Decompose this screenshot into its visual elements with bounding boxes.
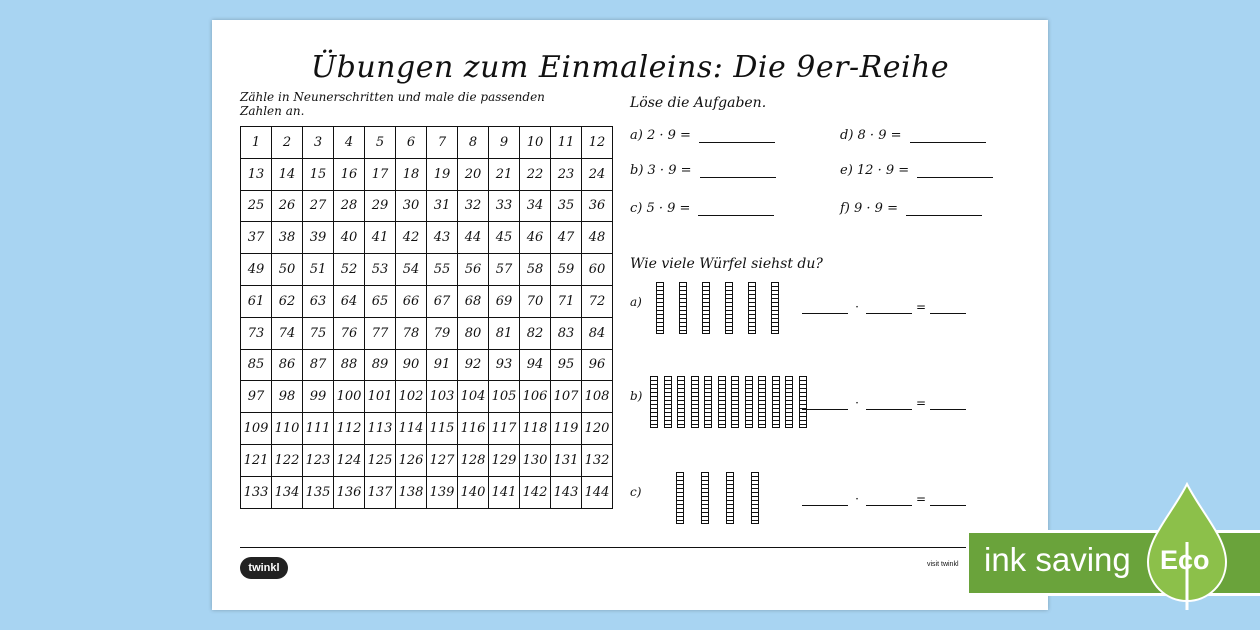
grid-cell[interactable]: 62 [272,285,303,317]
cube-label-b: b) [630,389,643,403]
grid-cell[interactable]: 111 [303,413,334,445]
equals-sign: = [915,492,927,506]
grid-cell[interactable]: 127 [427,444,458,476]
blank-line [930,496,966,506]
grid-cell[interactable]: 31 [427,190,458,222]
task-d-label: d) 8 · 9 = [840,128,902,143]
answer-line [698,215,774,216]
grid-cell[interactable]: 88 [334,349,365,381]
grid-cell[interactable]: 95 [551,349,582,381]
grid-cell[interactable]: 142 [520,476,551,508]
cube-column [758,376,766,428]
grid-row [241,158,613,190]
task-a-label: a) 2 · 9 = [630,128,691,143]
worksheet-title: Übungen zum Einmaleins: Die 9er-Reihe [310,50,950,85]
twinkl-logo[interactable]: twinkl [240,557,288,579]
tasks-title: Löse die Aufgaben. [630,95,767,111]
grid-cell[interactable]: 85 [241,349,272,381]
cube-column [731,376,739,428]
equals-sign: = [915,396,927,410]
task-c [630,201,774,216]
answer-line [699,142,775,143]
grid-cell[interactable]: 24 [582,158,613,190]
grid-cell[interactable]: 109 [241,413,272,445]
grid-cell[interactable]: 65 [365,285,396,317]
grid-cell[interactable]: 66 [396,285,427,317]
grid-cell[interactable]: 100 [334,381,365,413]
grid-cell[interactable]: 49 [241,254,272,286]
grid-cell[interactable]: 67 [427,285,458,317]
grid-cell[interactable]: 60 [582,254,613,286]
cubes-title: Wie viele Würfel siehst du? [630,256,823,272]
grid-cell[interactable]: 92 [458,349,489,381]
grid-cell[interactable]: 32 [458,190,489,222]
cube-column [702,282,710,334]
cube-column [785,376,793,428]
grid-cell[interactable]: 28 [334,190,365,222]
task-a [630,128,775,143]
grid-cell[interactable]: 84 [582,317,613,349]
grid-cell[interactable]: 45 [489,222,520,254]
grid-cell[interactable]: 61 [241,285,272,317]
cube-column [718,376,726,428]
grid-cell[interactable]: 79 [427,317,458,349]
equation-a [802,300,966,314]
grid-cell[interactable]: 17 [365,158,396,190]
grid-cell[interactable]: 99 [303,381,334,413]
grid-row [241,127,613,159]
grid-cell[interactable]: 75 [303,317,334,349]
cube-column [676,472,684,524]
grid-cell[interactable]: 94 [520,349,551,381]
grid-cell[interactable]: 81 [489,317,520,349]
grid-cell[interactable]: 138 [396,476,427,508]
grid-cell[interactable]: 120 [582,413,613,445]
blank-line [866,496,912,506]
task-b-label: b) 3 · 9 = [630,163,692,178]
grid-cell[interactable]: 30 [396,190,427,222]
grid-cell[interactable]: 96 [582,349,613,381]
grid-cell[interactable]: 129 [489,444,520,476]
task-e [840,163,993,178]
grid-cell[interactable]: 123 [303,444,334,476]
grid-cell[interactable]: 27 [303,190,334,222]
grid-cell[interactable]: 131 [551,444,582,476]
grid-cell[interactable]: 8 [458,127,489,159]
grid-cell[interactable]: 56 [458,254,489,286]
blank-line [802,496,848,506]
grid-cell[interactable]: 137 [365,476,396,508]
grid-cell[interactable]: 103 [427,381,458,413]
grid-cell[interactable]: 21 [489,158,520,190]
grid-cell[interactable]: 58 [520,254,551,286]
grid-cell[interactable]: 43 [427,222,458,254]
grid-cell[interactable]: 44 [458,222,489,254]
task-f [840,201,982,216]
grid-row [241,349,613,381]
grid-cell[interactable]: 124 [334,444,365,476]
grid-cell[interactable]: 72 [582,285,613,317]
cube-column [677,376,685,428]
equals-sign: = [915,300,927,314]
grid-cell[interactable]: 125 [365,444,396,476]
grid-cell[interactable]: 5 [365,127,396,159]
grid-cell[interactable]: 77 [365,317,396,349]
grid-cell[interactable]: 113 [365,413,396,445]
grid-cell[interactable]: 86 [272,349,303,381]
grid-cell[interactable]: 122 [272,444,303,476]
cube-column [679,282,687,334]
grid-cell[interactable]: 35 [551,190,582,222]
task-d [840,128,986,143]
grid-cell[interactable]: 80 [458,317,489,349]
grid-cell[interactable]: 130 [520,444,551,476]
grid-cell[interactable]: 135 [303,476,334,508]
grid-cell[interactable]: 20 [458,158,489,190]
grid-cell[interactable]: 57 [489,254,520,286]
blank-line [930,304,966,314]
task-f-label: f) 9 · 9 = [840,201,898,216]
grid-cell[interactable]: 116 [458,413,489,445]
dot-sign: · [855,300,859,314]
grid-cell[interactable]: 37 [241,222,272,254]
cube-label-c: c) [630,485,642,499]
grid-cell[interactable]: 64 [334,285,365,317]
cube-column [772,376,780,428]
blank-line [802,400,848,410]
visit-link[interactable]: visit twinkl [927,561,959,568]
cube-column [726,472,734,524]
hundred-grid [240,126,613,509]
grid-cell[interactable]: 53 [365,254,396,286]
grid-cell[interactable]: 6 [396,127,427,159]
ink-saving-text: ink saving [984,541,1131,578]
grid-cell[interactable]: 41 [365,222,396,254]
task-e-label: e) 12 · 9 = [840,163,910,178]
dot-sign: · [855,492,859,506]
grid-cell[interactable]: 108 [582,381,613,413]
cube-column [745,376,753,428]
grid-cell[interactable]: 133 [241,476,272,508]
grid-cell[interactable]: 114 [396,413,427,445]
grid-cell[interactable]: 143 [551,476,582,508]
worksheet [212,20,1048,610]
grid-cell[interactable]: 101 [365,381,396,413]
grid-row [241,222,613,254]
task-b [630,163,776,178]
cube-column [725,282,733,334]
blank-line [930,400,966,410]
grid-cell[interactable]: 52 [334,254,365,286]
grid-cell[interactable]: 105 [489,381,520,413]
task-c-label: c) 5 · 9 = [630,201,691,216]
footer-divider [240,547,992,548]
grid-cell[interactable]: 46 [520,222,551,254]
grid-cell[interactable]: 121 [241,444,272,476]
grid-cell[interactable]: 91 [427,349,458,381]
grid-row [241,476,613,508]
grid-cell[interactable]: 11 [551,127,582,159]
cube-column [748,282,756,334]
grid-cell[interactable]: 117 [489,413,520,445]
grid-cell[interactable]: 144 [582,476,613,508]
grid-cell[interactable]: 136 [334,476,365,508]
grid-cell[interactable]: 10 [520,127,551,159]
grid-cell[interactable]: 51 [303,254,334,286]
grid-cell[interactable]: 15 [303,158,334,190]
grid-cell[interactable]: 71 [551,285,582,317]
grid-cell[interactable]: 126 [396,444,427,476]
grid-cell[interactable]: 93 [489,349,520,381]
grid-cell[interactable]: 115 [427,413,458,445]
cube-column [650,376,658,428]
grid-cell[interactable]: 82 [520,317,551,349]
dot-sign: · [855,396,859,410]
grid-cell[interactable]: 70 [520,285,551,317]
grid-cell[interactable]: 16 [334,158,365,190]
grid-cell[interactable]: 104 [458,381,489,413]
grid-row [241,444,613,476]
grid-cell[interactable]: 68 [458,285,489,317]
grid-cell[interactable]: 90 [396,349,427,381]
equation-c [802,492,966,506]
answer-line [906,215,982,216]
grid-cell[interactable]: 29 [365,190,396,222]
grid-cell[interactable]: 89 [365,349,396,381]
grid-cell[interactable]: 19 [427,158,458,190]
cube-label-a: a) [630,295,642,309]
grid-cell[interactable]: 34 [520,190,551,222]
cube-column [704,376,712,428]
grid-cell[interactable]: 33 [489,190,520,222]
grid-cell[interactable]: 22 [520,158,551,190]
cube-column [691,376,699,428]
grid-cell[interactable]: 140 [458,476,489,508]
grid-instruction: Zähle in Neunerschritten und male die passenden Zahlen an. [240,90,545,118]
answer-line [700,177,776,178]
grid-cell[interactable]: 139 [427,476,458,508]
grid-cell[interactable]: 50 [272,254,303,286]
grid-row [241,317,613,349]
grid-cell[interactable]: 40 [334,222,365,254]
grid-cell[interactable]: 74 [272,317,303,349]
cube-column [656,282,664,334]
grid-cell[interactable]: 38 [272,222,303,254]
grid-cell[interactable]: 23 [551,158,582,190]
cube-column [664,376,672,428]
blank-line [866,400,912,410]
grid-cell[interactable]: 128 [458,444,489,476]
grid-cell[interactable]: 102 [396,381,427,413]
grid-row [241,413,613,445]
grid-row [241,285,613,317]
grid-cell[interactable]: 4 [334,127,365,159]
grid-cell[interactable]: 42 [396,222,427,254]
grid-cell[interactable]: 132 [582,444,613,476]
grid-row [241,381,613,413]
grid-row [241,254,613,286]
grid-cell[interactable]: 2 [272,127,303,159]
grid-cell[interactable]: 39 [303,222,334,254]
cube-column [701,472,709,524]
grid-cell[interactable]: 106 [520,381,551,413]
equation-b [802,396,966,410]
grid-cell[interactable]: 97 [241,381,272,413]
grid-cell[interactable]: 54 [396,254,427,286]
grid-cell[interactable]: 48 [582,222,613,254]
grid-cell[interactable]: 87 [303,349,334,381]
grid-cell[interactable]: 69 [489,285,520,317]
grid-cell[interactable]: 13 [241,158,272,190]
answer-line [917,177,993,178]
grid-cell[interactable]: 134 [272,476,303,508]
grid-cell[interactable]: 107 [551,381,582,413]
blank-line [866,304,912,314]
grid-cell[interactable]: 112 [334,413,365,445]
grid-cell[interactable]: 110 [272,413,303,445]
grid-cell[interactable]: 1 [241,127,272,159]
grid-cell[interactable]: 12 [582,127,613,159]
grid-cell[interactable]: 78 [396,317,427,349]
grid-cell[interactable]: 47 [551,222,582,254]
grid-cell[interactable]: 55 [427,254,458,286]
grid-cell[interactable]: 14 [272,158,303,190]
grid-cell[interactable]: 83 [551,317,582,349]
eco-label: Eco [1160,545,1210,575]
grid-row [241,190,613,222]
grid-cell[interactable]: 76 [334,317,365,349]
grid-cell[interactable]: 25 [241,190,272,222]
cube-column [771,282,779,334]
grid-cell[interactable]: 73 [241,317,272,349]
answer-line [910,142,986,143]
grid-cell[interactable]: 36 [582,190,613,222]
grid-cell[interactable]: 3 [303,127,334,159]
grid-cell[interactable]: 119 [551,413,582,445]
grid-cell[interactable]: 9 [489,127,520,159]
grid-cell[interactable]: 26 [272,190,303,222]
grid-cell[interactable]: 7 [427,127,458,159]
grid-cell[interactable]: 59 [551,254,582,286]
grid-cell[interactable]: 63 [303,285,334,317]
blank-line [802,304,848,314]
cube-column [751,472,759,524]
grid-cell[interactable]: 18 [396,158,427,190]
grid-cell[interactable]: 98 [272,381,303,413]
grid-cell[interactable]: 118 [520,413,551,445]
grid-cell[interactable]: 141 [489,476,520,508]
